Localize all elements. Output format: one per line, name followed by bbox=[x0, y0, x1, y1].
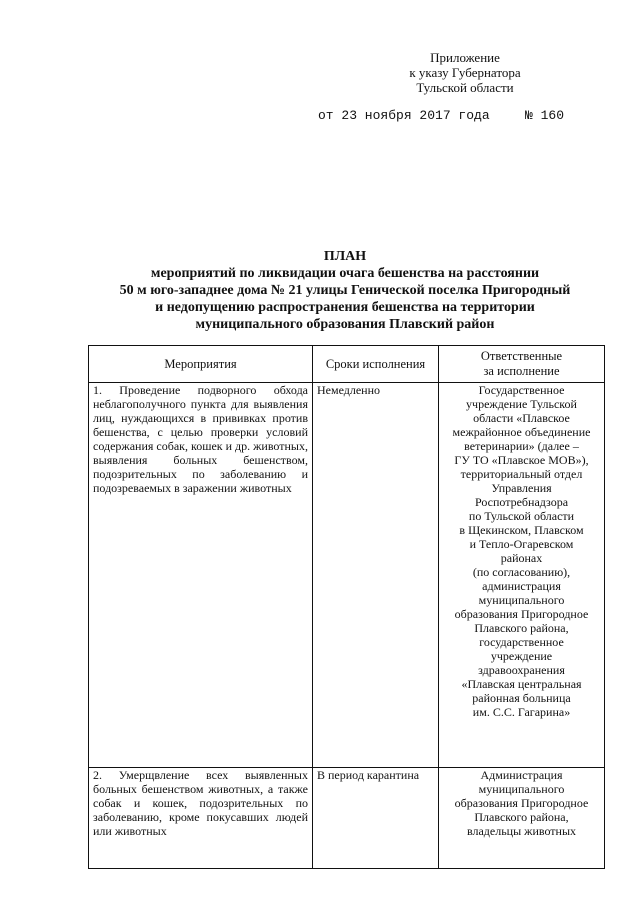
responsible-line: территориальный отдел bbox=[460, 467, 583, 481]
responsible-line: районах bbox=[500, 551, 543, 565]
header-responsible-line: за исполнение bbox=[483, 364, 560, 378]
order-number: № 160 bbox=[525, 108, 565, 123]
responsible-line: Роспотребнадзора bbox=[474, 495, 569, 509]
cell-event: 2. Умерщвление всех выявленных больных бешенством животных, а также собак и кошек, подозрительных по заболеванию, кроме покусавших людей или животных bbox=[89, 768, 313, 869]
header-terms: Сроки исполнения bbox=[313, 346, 439, 383]
title-line: и недопущению распространения бешенства на территории bbox=[155, 300, 535, 315]
responsible-line: учреждение bbox=[490, 649, 553, 663]
responsible-line: образования Пригородное bbox=[454, 796, 589, 810]
table-header-row bbox=[89, 346, 605, 383]
responsible-line: в Щекинском, Плавском bbox=[459, 523, 584, 537]
responsible-line: Плавского района, bbox=[474, 621, 569, 635]
header-responsible bbox=[439, 346, 605, 383]
responsible-line: (по согласованию), bbox=[472, 565, 571, 579]
responsible-line: им. С.С. Гагарина» bbox=[472, 705, 571, 719]
document-title bbox=[60, 248, 630, 333]
header-events: Мероприятия bbox=[89, 346, 313, 383]
responsible-line: учреждение Тульской bbox=[466, 397, 577, 411]
appendix-line: Тульской области bbox=[416, 80, 514, 95]
responsible-line: образования Пригородное bbox=[454, 607, 589, 621]
cell-responsible bbox=[439, 383, 605, 768]
responsible-line: межрайонное объединение bbox=[452, 425, 591, 439]
responsible-line: муниципального bbox=[478, 593, 565, 607]
responsible-line: Государственное bbox=[478, 383, 565, 397]
responsible-line: и Тепло-Огаревском bbox=[469, 537, 574, 551]
responsible-line: области «Плавское bbox=[473, 411, 570, 425]
responsible-line: муниципального bbox=[478, 782, 565, 796]
responsible-line: районная больница bbox=[472, 691, 571, 705]
cell-event: 1. Проведение подворного обхода неблагополучного пункта для выявления лиц, нуждающихся в прививках против бешенства, с целью проверки условий содержания собак, кошек и др. животных, выявления больных бешенством, подозрительных по заболеванию и подозреваемых в заражении животных bbox=[89, 383, 313, 768]
title-line: 50 м юго-западнее дома № 21 улицы Генической поселка Пригородный bbox=[119, 283, 571, 298]
title-heading: ПЛАН bbox=[323, 249, 367, 264]
title-line: мероприятий по ликвидации очага бешенства на расстоянии bbox=[150, 266, 540, 281]
responsible-line: по Тульской области bbox=[468, 509, 575, 523]
cell-responsible bbox=[439, 768, 605, 869]
responsible-line: администрация bbox=[482, 579, 561, 593]
header-responsible-line: Ответственные bbox=[480, 349, 563, 363]
table-row bbox=[89, 768, 605, 869]
appendix-header bbox=[370, 50, 560, 95]
cell-term: Немедленно bbox=[313, 383, 439, 768]
responsible-line: Администрация bbox=[480, 768, 563, 782]
responsible-line: Плавского района, bbox=[474, 810, 569, 824]
cell-term: В период карантина bbox=[313, 768, 439, 869]
appendix-line: к указу Губернатора bbox=[409, 65, 521, 80]
responsible-line: ГУ ТО «Плавское МОВ»), bbox=[454, 453, 589, 467]
appendix-line: Приложение bbox=[430, 50, 500, 65]
responsible-line: «Плавская центральная bbox=[461, 677, 582, 691]
responsible-line: здравоохранения bbox=[478, 663, 565, 677]
table-row bbox=[89, 383, 605, 768]
title-line: муниципального образования Плавский район bbox=[195, 317, 495, 332]
plan-table bbox=[88, 345, 605, 869]
responsible-line: ветеринарии» (далее – bbox=[464, 439, 579, 453]
order-date: от 23 ноября 2017 года bbox=[318, 108, 490, 123]
responsible-line: государственное bbox=[479, 635, 564, 649]
responsible-line: владельцы животных bbox=[466, 824, 577, 838]
responsible-line: Управления bbox=[491, 481, 552, 495]
